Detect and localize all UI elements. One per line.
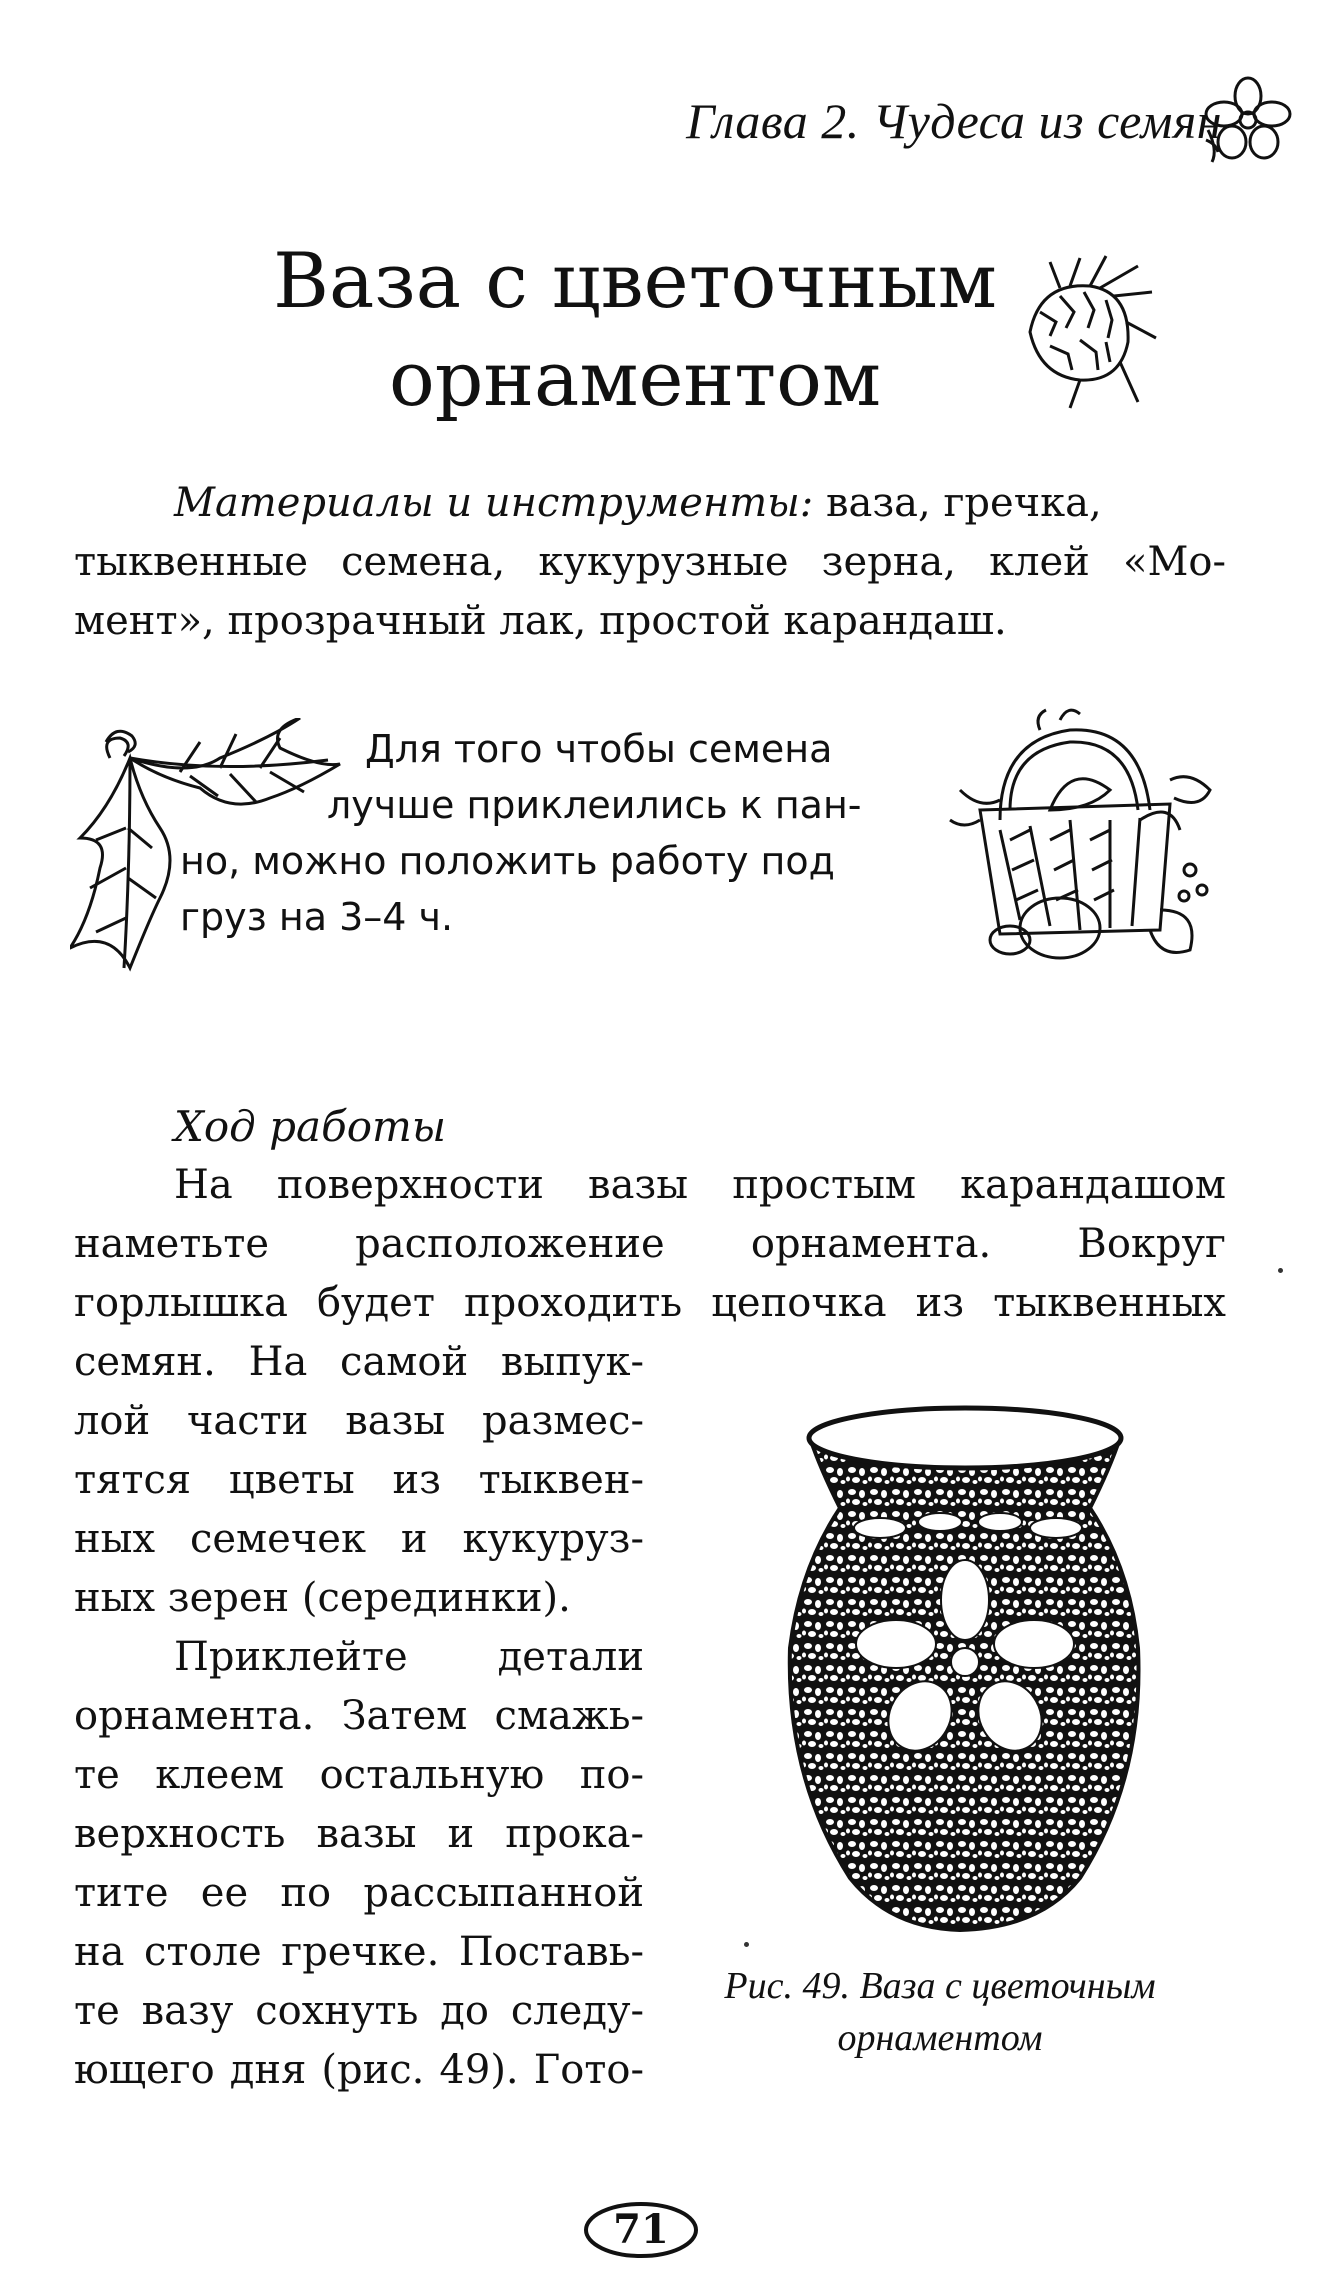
mushroom-basket-icon [940,700,1220,980]
note-line-2: лучше приклеились к пан- [327,783,862,827]
materials-line-2: тыквенные семена, кукурузные зерна, клей «Мо- [74,539,1226,585]
procedure-line-1: На поверхности вазы простым карандашом [174,1162,1226,1208]
narrow-line-3: тятся цветы из тыквен- [74,1457,644,1503]
procedure-line-2: наметьте расположение орнамента. Вокруг [74,1221,1226,1267]
narrow-line-6: Приклейте детали [174,1634,644,1680]
narrow-line-8: те клеем остальную по- [74,1752,644,1798]
narrow-line-9: верхность вазы и прока- [74,1811,644,1857]
print-speck [744,1942,749,1947]
narrow-line-13: ющего дня (рис. 49). Гото- [74,2047,644,2093]
procedure-wide-text [74,1156,1226,1333]
title-line-1: Ваза с цветочным [273,236,997,325]
procedure-heading: Ход работы [174,1102,447,1151]
title-line-2: орнаментом [388,334,882,423]
caption-line-2: орнаментом [837,2017,1043,2059]
narrow-line-1: семян. На самой выпук- [74,1339,644,1385]
narrow-line-4: ных семечек и кукуруз- [74,1516,644,1562]
narrow-line-10: тите ее по рассыпанной [74,1870,644,1916]
narrow-line-7: орнамента. Затем смажь- [74,1693,644,1739]
materials-line-1: ваза, гречка, [813,480,1102,526]
print-speck [1278,1268,1283,1273]
narrow-line-2: лой части вазы размес- [74,1398,644,1444]
procedure-line-3: горлышка будет проходить цепочка из тыквенных [74,1280,1226,1326]
caption-line-1: Рис. 49. Ваза с цветочным [724,1965,1156,2007]
narrow-line-11: на столе гречке. Поставь- [74,1929,644,1975]
figure-caption [660,1960,1220,2064]
narrow-line-12: те вазу сохнуть до следу- [74,1988,644,2034]
note-line-3: но, можно положить работу под [180,839,835,883]
vase-illustration [780,1398,1150,1938]
narrow-line-5: ных зерен (серединки). [74,1575,571,1621]
note-line-1: Для того чтобы семена [365,727,833,771]
procedure-narrow-text [74,1333,644,2100]
materials-line-3: мент», прозрачный лак, простой карандаш. [74,598,1007,644]
running-head: Глава 2. Чудеса из семян [686,93,1222,149]
page-number: 71 [613,2206,669,2253]
page-number-badge [582,2200,700,2260]
materials-lead: Материалы и инструменты: [174,480,814,526]
note-line-4: груз на 3–4 ч. [180,895,454,939]
